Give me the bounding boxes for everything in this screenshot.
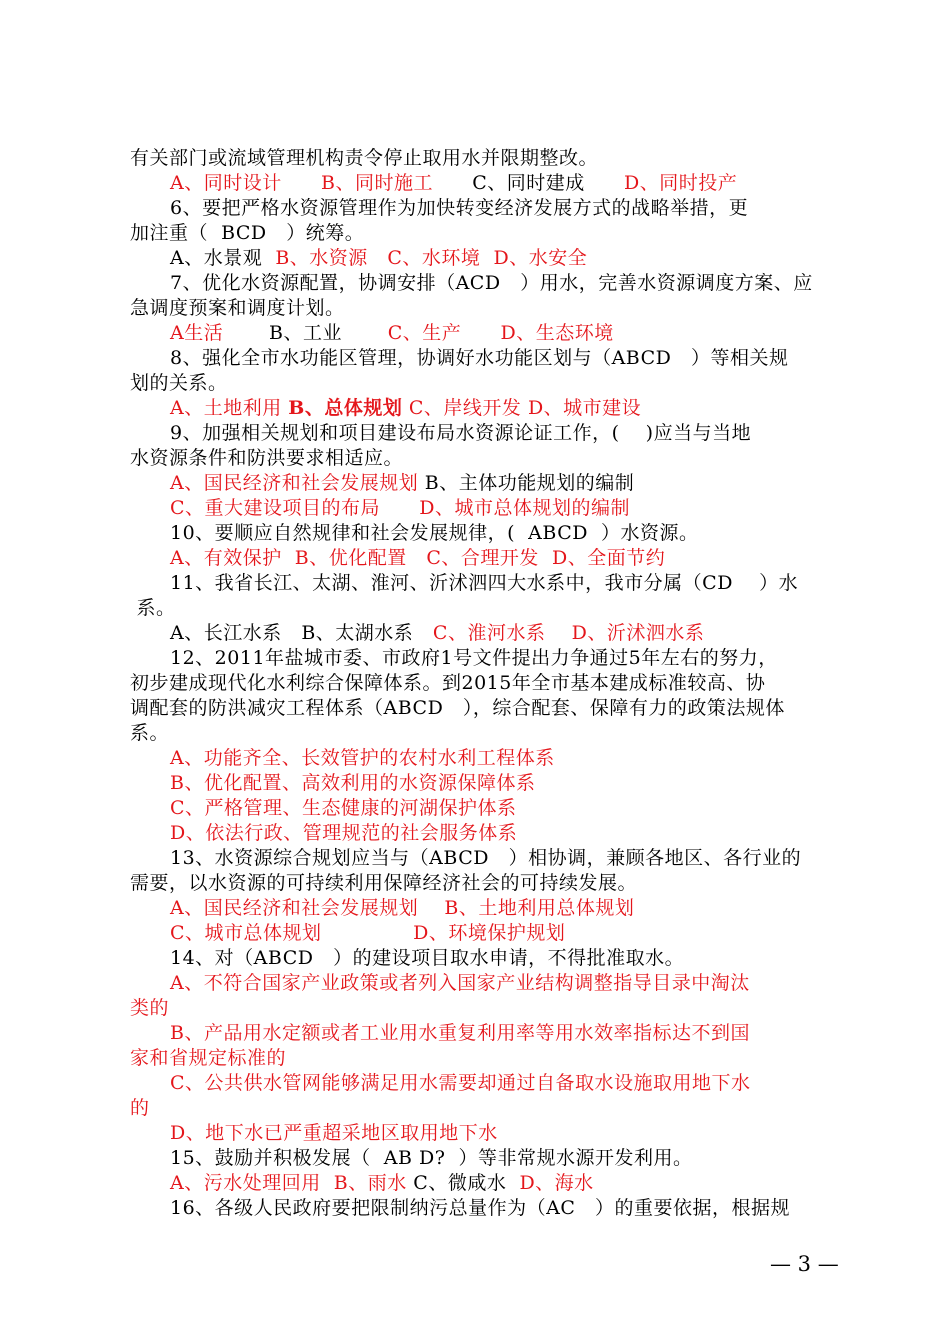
answer-text: D、依法行政、管理规范的社会服务体系	[170, 822, 518, 844]
text-line	[0, 771, 950, 796]
body-text: 初步建成现代化水利综合保障体系。到2015年全市基本建成标准较高、协	[130, 672, 766, 694]
text-line	[0, 346, 950, 371]
answer-text: B、产品用水定额或者工业用水重复利用率等用水效率指标达不到国	[170, 1022, 750, 1044]
page-number: — 3 —	[770, 1252, 839, 1276]
text-line	[0, 1096, 950, 1121]
text-line	[0, 171, 950, 196]
answer-text: A、功能齐全、长效管护的农村水利工程体系	[170, 747, 555, 769]
text-line	[0, 821, 950, 846]
text-line	[0, 396, 950, 421]
text-line	[0, 221, 950, 246]
text-line	[0, 1021, 950, 1046]
answer-text: D、地下水已严重超采地区取用地下水	[170, 1122, 498, 1144]
text-line	[0, 421, 950, 446]
body-text: 划的关系。	[130, 372, 228, 394]
body-text: 有关部门或流域管理机构责令停止取用水并限期整改。	[130, 147, 599, 169]
text-line	[0, 696, 950, 721]
text-line	[0, 721, 950, 746]
text-line	[0, 446, 950, 471]
body-text: A、长江水系 B、太湖水系	[170, 622, 433, 644]
body-text: 7、优化水资源配置，协调安排（ACD ）用水，完善水资源调度方案、应	[170, 272, 813, 294]
body-text: 16、各级人民政府要把限制纳污总量作为（AC ）的重要依据，根据规	[170, 1197, 791, 1219]
text-line	[0, 1121, 950, 1146]
body-text: 6、要把严格水资源管理作为加快转变经济发展方式的战略举措，更	[170, 197, 749, 219]
body-text: 9、加强相关规划和项目建设布局水资源论证工作，( )应当与当地	[170, 422, 752, 444]
body-text: 调配套的防洪减灾工程体系（ABCD ），综合配套、保障有力的政策法规体	[130, 697, 785, 719]
answer-text: A、国民经济和社会发展规划	[170, 472, 419, 494]
text-line	[0, 196, 950, 221]
body-text: A、水景观	[170, 247, 276, 269]
text-line	[0, 321, 950, 346]
text-line	[0, 796, 950, 821]
body-text: B、工业	[223, 322, 388, 344]
answer-text: A生活	[170, 322, 224, 344]
answer-text: A、土地利用	[170, 397, 289, 419]
text-line	[0, 621, 950, 646]
body-text: C、微咸水	[406, 1172, 520, 1194]
body-text: 11、我省长江、太湖、淮河、沂沭泗四大水系中，我市分属（CD ）水	[170, 572, 799, 594]
text-line	[0, 296, 950, 321]
body-text: B、主体功能规划的编制	[418, 472, 635, 494]
text-line	[0, 921, 950, 946]
body-text: 15、鼓励并积极发展（ AB D? ）等非常规水源开发利用。	[170, 1147, 693, 1169]
body-text: 14、对（ABCD ）的建设项目取水申请，不得批准取水。	[170, 947, 685, 969]
text-line	[0, 946, 950, 971]
text-line	[0, 521, 950, 546]
text-line	[0, 671, 950, 696]
text-line	[0, 571, 950, 596]
answer-text: C、严格管理、生态健康的河湖保护体系	[170, 797, 517, 819]
body-text: 10、要顺应自然规律和社会发展规律，( ABCD ）水资源。	[170, 522, 699, 544]
body-text: 12、2011年盐城市委、市政府1号文件提出力争通过5年左右的努力，	[170, 647, 778, 669]
answer-text: C、城市总体规划 D、环境保护规划	[170, 922, 566, 944]
body-text: 水资源条件和防洪要求相适应。	[130, 447, 404, 469]
text-line	[0, 971, 950, 996]
body-text: 系。	[130, 722, 170, 744]
body-text: 需要，以水资源的可持续利用保障经济社会的可持续发展。	[130, 872, 638, 894]
answer-text: D、海水	[519, 1172, 594, 1194]
answer-text: C、生产 D、生态环境	[387, 322, 614, 344]
answer-text: 家和省规定标准的	[130, 1047, 287, 1069]
answer-text: A、污水处理回用 B、雨水	[170, 1172, 407, 1194]
text-line	[0, 1146, 950, 1171]
text-line	[0, 1196, 950, 1221]
answer-text: B、总体规划	[288, 397, 403, 419]
text-line	[0, 546, 950, 571]
answer-text: A、同时设计	[170, 172, 282, 194]
text-line	[0, 271, 950, 296]
text-line	[0, 1171, 950, 1196]
text-line	[0, 496, 950, 521]
body-text: 8、强化全市水功能区管理，协调好水功能区划与（ABCD ）等相关规	[170, 347, 789, 369]
text-line	[0, 996, 950, 1021]
text-line	[0, 746, 950, 771]
answer-text: B、优化配置、高效利用的水资源保障体系	[170, 772, 536, 794]
body-text: C、同时建成	[432, 172, 624, 194]
body-text: 系。	[130, 597, 176, 619]
text-line	[0, 646, 950, 671]
text-line	[0, 1071, 950, 1096]
answer-text: C、公共供水管网能够满足用水需要却通过自备取水设施取用地下水	[170, 1072, 751, 1094]
body-text: 急调度预案和调度计划。	[130, 297, 345, 319]
answer-text: 的	[130, 1097, 150, 1119]
text-line	[0, 471, 950, 496]
text-line	[0, 846, 950, 871]
text-line	[0, 596, 950, 621]
answer-text: A、不符合国家产业政策或者列入国家产业结构调整指导目录中淘汰	[170, 972, 750, 994]
body-text: 加注重（ BCD ）统筹。	[130, 222, 365, 244]
text-line	[0, 146, 950, 171]
text-line	[0, 1046, 950, 1071]
text-line	[0, 871, 950, 896]
answer-text: C、重大建设项目的布局 D、城市总体规划的编制	[170, 497, 631, 519]
answer-text: C、岸线开发 D、城市建设	[402, 397, 642, 419]
answer-text: B、同时施工	[320, 172, 433, 194]
answer-text: D、同时投产	[623, 172, 738, 194]
body-text	[282, 172, 321, 194]
answer-text: A、国民经济和社会发展规划 B、土地利用总体规划	[170, 897, 635, 919]
answer-text: A、有效保护 B、优化配置 C、合理开发 D、全面节约	[170, 547, 666, 569]
answer-text: C、淮河水系 D、沂沭泗水系	[432, 622, 705, 644]
body-text: 13、水资源综合规划应当与（ABCD ）相协调，兼顾各地区、各行业的	[170, 847, 802, 869]
text-line	[0, 896, 950, 921]
answer-text: B、水资源 C、水环境 D、水安全	[275, 247, 588, 269]
text-line	[0, 246, 950, 271]
text-line	[0, 371, 950, 396]
answer-text: 类的	[130, 997, 170, 1019]
